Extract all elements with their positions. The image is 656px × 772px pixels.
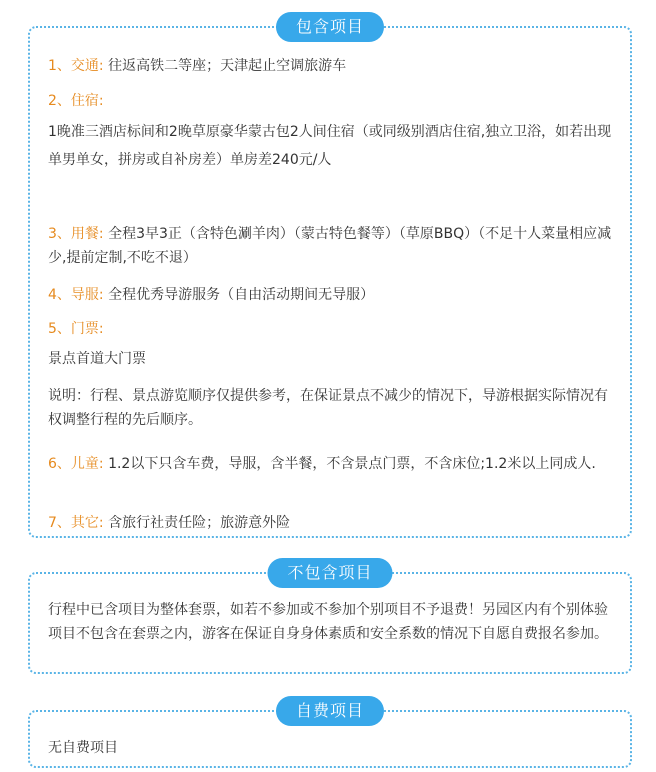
- tickets-label: 5、门票:: [48, 321, 104, 337]
- children-text: 1.2以下只含车费，导服，含半餐，不含景点门票，不含床位;1.2米以上同成人.: [108, 456, 596, 472]
- lodging-label-line: [48, 89, 620, 113]
- included-section: [28, 17, 632, 538]
- selfpay-section: [28, 701, 632, 768]
- excluded-section: [28, 563, 632, 674]
- excluded-title: 不包含项目: [267, 558, 392, 588]
- lodging-text: 1晚准三酒店标间和2晚草原豪华蒙古包2人间住宿（或同级别酒店住宿,独立卫浴，如若出现单男单女，拼房或自补房差）单房差240元/人: [48, 124, 612, 168]
- children-item: [48, 452, 620, 476]
- guide-text: 全程优秀导游服务（自由活动期间无导服）: [108, 287, 375, 303]
- meals-text: 全程3早3正（含特色涮羊肉）（蒙古特色餐等）（草原BBQ）（不足十人菜量相应减少,提前定制,不吃不退）: [48, 226, 612, 266]
- transport-label: 1、交通:: [48, 58, 104, 74]
- selfpay-title: 自费项目: [276, 696, 384, 726]
- transport-item: [48, 54, 620, 78]
- transport-text: 往返高铁二等座；天津起止空调旅游车: [108, 58, 347, 74]
- lodging-label: 2、住宿:: [48, 93, 104, 109]
- included-title: 包含项目: [276, 12, 384, 42]
- other-label: 7、其它:: [48, 515, 104, 531]
- note-text: 说明：行程、景点游览顺序仅提供参考，在保证景点不减少的情况下，导游根据实际情况有权调整行程的先后顺序。: [48, 388, 608, 428]
- tickets-text: 景点首道大门票: [48, 351, 146, 367]
- meals-label: 3、用餐:: [48, 226, 104, 242]
- guide-label: 4、导服:: [48, 287, 104, 303]
- children-label: 6、儿童:: [48, 456, 104, 472]
- guide-item: [48, 283, 620, 307]
- tickets-label-line: [48, 317, 620, 341]
- other-item: [48, 511, 620, 535]
- selfpay-text: 无自费项目: [48, 740, 118, 756]
- meals-item: [48, 222, 620, 270]
- excluded-text: 行程中已含项目为整体套票，如若不参加或不参加个别项目不予退费！另园区内有个别体验项目不包含在套票之内，游客在保证自身身体素质和安全系数的情况下自愿自费报名参加。: [48, 602, 608, 642]
- other-text: 含旅行社责任险；旅游意外险: [108, 515, 291, 531]
